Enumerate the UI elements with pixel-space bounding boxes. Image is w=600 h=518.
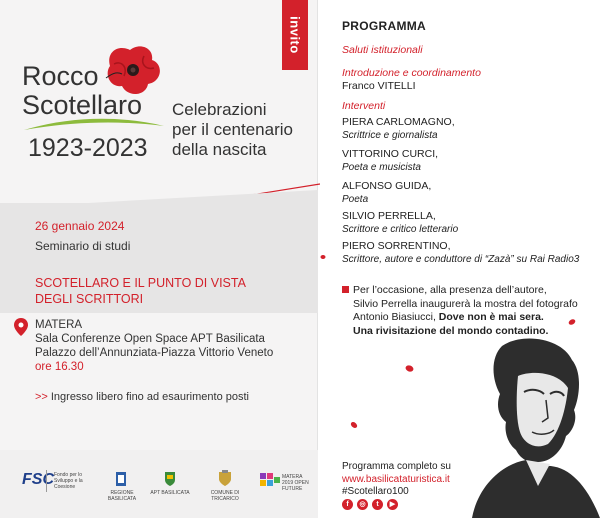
speaker-name: VITTORINO CURCI,	[342, 148, 439, 160]
location-city: MATERA	[35, 319, 83, 331]
event-location	[35, 318, 305, 374]
celebrazioni-line3: della nascita	[172, 140, 267, 159]
regione-emblem-icon	[116, 472, 126, 486]
speaker-name: ALFONSO GUIDA,	[342, 180, 432, 192]
location-pin-icon	[14, 318, 28, 336]
saluti-label: Saluti istituzionali	[342, 44, 423, 56]
intro-label: Introduzione e coordinamento	[342, 67, 481, 79]
footer-info	[342, 461, 451, 499]
invito-tab	[282, 0, 308, 70]
petal-icon	[405, 364, 414, 373]
celebrazioni-heading	[172, 100, 312, 160]
petal-icon	[320, 254, 326, 260]
note-line1-text: Per l’occasione, alla presenza dell’autore,	[353, 284, 547, 296]
twitter-icon[interactable]: t	[372, 499, 383, 510]
note-line1	[342, 284, 582, 298]
celebrazioni-line1: Celebrazioni	[172, 100, 267, 119]
speaker-name: SILVIO PERRELLA,	[342, 210, 436, 222]
intro-block	[342, 67, 481, 93]
speaker-role: Scrittore e critico letterario	[342, 224, 459, 235]
speaker-role: Poeta	[342, 194, 369, 205]
logo-swoosh	[24, 112, 164, 134]
note-bullet-icon	[342, 286, 349, 293]
entry-note	[35, 391, 249, 403]
note-line4: Una rivisitazione del mondo contadino.	[353, 324, 549, 337]
speaker-4	[342, 240, 579, 266]
matera-mark-icon	[260, 473, 280, 489]
intro-name: Franco VITELLI	[342, 80, 416, 92]
speaker-role: Scrittore, autore e conduttore di “Zazà” su Rai Radio3	[342, 254, 580, 265]
event-theme	[35, 275, 295, 307]
fsc-logo: FSC	[22, 471, 54, 488]
event-type: Seminario di studi	[35, 239, 131, 253]
speaker-role: Poeta e musicista	[342, 162, 421, 173]
theme-line1: SCOTELLARO E IL PUNTO DI VISTA	[35, 276, 246, 290]
footer-url[interactable]: www.basilicataturistica.it	[342, 473, 450, 485]
note-line3	[342, 311, 582, 325]
entry-arrows: >>	[35, 391, 48, 403]
event-time: ore 16.30	[35, 361, 84, 373]
comune-logo: COMUNE DI TRICARICO	[210, 490, 240, 502]
logo-line2: Scotellaro	[22, 90, 143, 120]
youtube-icon[interactable]: ▶	[387, 499, 398, 510]
note-line2: Silvio Perrella inaugurerà la mostra del fotografo	[353, 297, 578, 310]
regione-logo: REGIONE BASILICATA	[107, 490, 137, 502]
logo-years: 1923-2023	[28, 134, 148, 162]
theme-line2: DEGLI SCRITTORI	[35, 292, 144, 306]
interventi-label-wrap	[342, 100, 385, 112]
entry-text: Ingresso libero fino ad esaurimento posti	[50, 391, 249, 403]
programma-title: PROGRAMMA	[342, 19, 427, 33]
petal-icon	[350, 421, 358, 429]
apt-logo: APT BASILICATA	[150, 490, 190, 496]
location-venue1: Sala Conferenze Open Space APT Basilicata	[35, 333, 265, 345]
speaker-role: Scrittrice e giornalista	[342, 130, 438, 141]
social-icons	[342, 499, 398, 510]
interventi-label: Interventi	[342, 100, 386, 112]
speaker-3	[342, 210, 458, 236]
footer-line1: Programma completo su	[342, 461, 451, 472]
footer-hashtag: #Scotellaro100	[342, 486, 409, 497]
fsc-caption: Fondo per lo Sviluppo e la Coesione	[54, 472, 83, 490]
speaker-name: PIERA CARLOMAGNO,	[342, 116, 455, 128]
matera-logo: MATERA 2019 OPEN FUTURE	[282, 474, 309, 492]
facebook-icon[interactable]: f	[342, 499, 353, 510]
instagram-icon[interactable]: ◎	[357, 499, 368, 510]
event-date: 26 gennaio 2024	[35, 219, 125, 233]
note-exhibit-title: Dove non è mai sera.	[438, 311, 544, 323]
celebrazioni-line2: per il centenario	[172, 120, 293, 139]
logo-line1: Rocco	[22, 61, 99, 91]
note-photographer: Antonio Biasiucci,	[353, 311, 439, 323]
speaker-1	[342, 148, 438, 174]
scotellaro-portrait	[462, 336, 600, 518]
comune-crest-icon	[218, 470, 232, 486]
speaker-name: PIERO SORRENTINO,	[342, 240, 451, 252]
petal-icon	[568, 318, 576, 326]
speaker-2	[342, 180, 431, 206]
speaker-0	[342, 116, 455, 142]
apt-emblem-icon	[164, 471, 176, 486]
saluti	[342, 44, 423, 56]
location-venue2: Palazzo dell’Annunziata-Piazza Vittorio Veneto	[35, 347, 274, 359]
invito-label: invito	[287, 16, 303, 54]
exhibition-note	[342, 284, 582, 338]
